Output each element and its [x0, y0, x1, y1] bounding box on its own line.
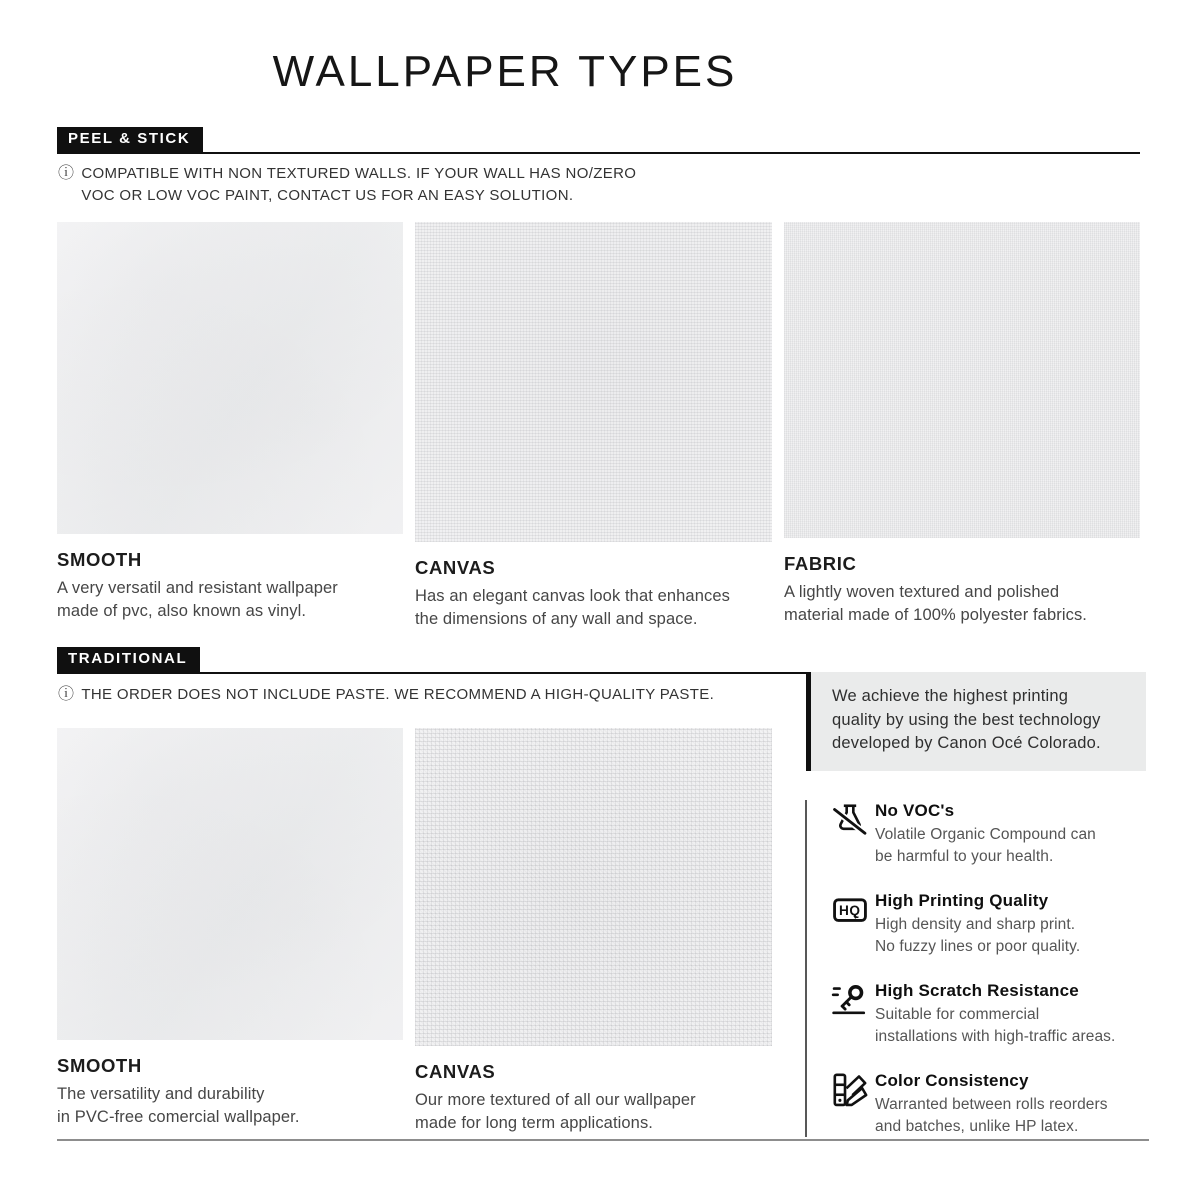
smooth-texture-image	[57, 222, 403, 534]
swatch-card-fabric	[784, 222, 1140, 627]
swatch-description: A lightly woven textured and polished material made of 100% polyester fabrics.	[784, 583, 1087, 624]
info-icon: ⓘ	[58, 686, 75, 703]
section-header-peel-stick	[57, 127, 1140, 154]
traditional-note	[58, 684, 714, 706]
feature-text	[875, 980, 1115, 1047]
rough-canvas-texture-image	[415, 728, 772, 1046]
swatch-description: The versatility and durability in PVC-free comercial wallpaper.	[57, 1085, 300, 1126]
no-voc-flask-icon	[831, 800, 875, 844]
feature-title: High Scratch Resistance	[875, 981, 1079, 1000]
swatch-label: CANVAS	[415, 557, 496, 578]
swatch-card-canvas	[415, 728, 772, 1135]
feature-description: Warranted between rolls reorders and batches, unlike HP latex.	[875, 1096, 1108, 1135]
feature-color-consistency	[831, 1070, 1151, 1137]
page-title: WALLPAPER TYPES	[272, 47, 738, 96]
swatch-card-smooth	[57, 728, 403, 1129]
color-swatchbook-icon	[831, 1070, 875, 1114]
canvas-texture-image	[415, 222, 772, 542]
printing-quality-callout	[806, 672, 1146, 771]
section-label: TRADITIONAL	[57, 647, 200, 672]
feature-description: Suitable for commercial installations with high-traffic areas.	[875, 1006, 1116, 1045]
feature-high-scratch-resistance	[831, 980, 1151, 1047]
note-line: VOC OR LOW VOC PAINT, CONTACT US FOR AN EASY SOLUTION.	[81, 187, 574, 204]
fabric-texture-image	[784, 222, 1140, 538]
note-line: THE ORDER DOES NOT INCLUDE PASTE. WE RECOMMEND A HIGH-QUALITY PASTE.	[81, 686, 715, 703]
swatch-description: Has an elegant canvas look that enhances the dimensions of any wall and space.	[415, 587, 730, 628]
feature-description: High density and sharp print. No fuzzy lines or poor quality.	[875, 916, 1081, 955]
traditional-swatch-row	[57, 728, 772, 1135]
feature-text	[875, 1070, 1108, 1137]
swatch-label: FABRIC	[784, 553, 857, 574]
swatch-description: Our more textured of all our wallpaper made for long term applications.	[415, 1091, 696, 1132]
note-text	[81, 684, 714, 706]
note-text	[81, 163, 636, 207]
feature-list	[805, 800, 1151, 1137]
feature-text	[875, 800, 1096, 867]
info-icon: ⓘ	[58, 165, 75, 182]
bottom-divider	[57, 1139, 1149, 1141]
feature-no-vocs	[831, 800, 1151, 867]
feature-title: No VOC's	[875, 801, 955, 820]
swatch-label: SMOOTH	[57, 1055, 142, 1076]
note-line: COMPATIBLE WITH NON TEXTURED WALLS. IF YOUR WALL HAS NO/ZERO	[81, 165, 637, 182]
peel-stick-swatch-row	[57, 222, 1140, 631]
smooth-texture-image	[57, 728, 403, 1040]
feature-title: High Printing Quality	[875, 891, 1049, 910]
section-header-traditional	[57, 647, 1140, 674]
peel-stick-note	[58, 163, 636, 207]
svg-text:HQ: HQ	[839, 902, 861, 918]
callout-text: We achieve the highest printing quality by using the best technology developed by Canon Océ Colorado.	[811, 672, 1146, 771]
swatch-card-canvas	[415, 222, 772, 631]
swatch-label: CANVAS	[415, 1061, 496, 1082]
feature-text	[875, 890, 1080, 957]
swatch-description: A very versatil and resistant wallpaper made of pvc, also known as vinyl.	[57, 579, 338, 620]
feature-title: Color Consistency	[875, 1071, 1029, 1090]
swatch-card-smooth	[57, 222, 403, 623]
feature-high-printing-quality	[831, 890, 1151, 957]
feature-description: Volatile Organic Compound can be harmful to your health.	[875, 826, 1096, 865]
scratch-key-icon	[831, 980, 875, 1024]
swatch-label: SMOOTH	[57, 549, 142, 570]
section-label: PEEL & STICK	[57, 127, 203, 152]
hq-badge-icon	[831, 890, 875, 934]
